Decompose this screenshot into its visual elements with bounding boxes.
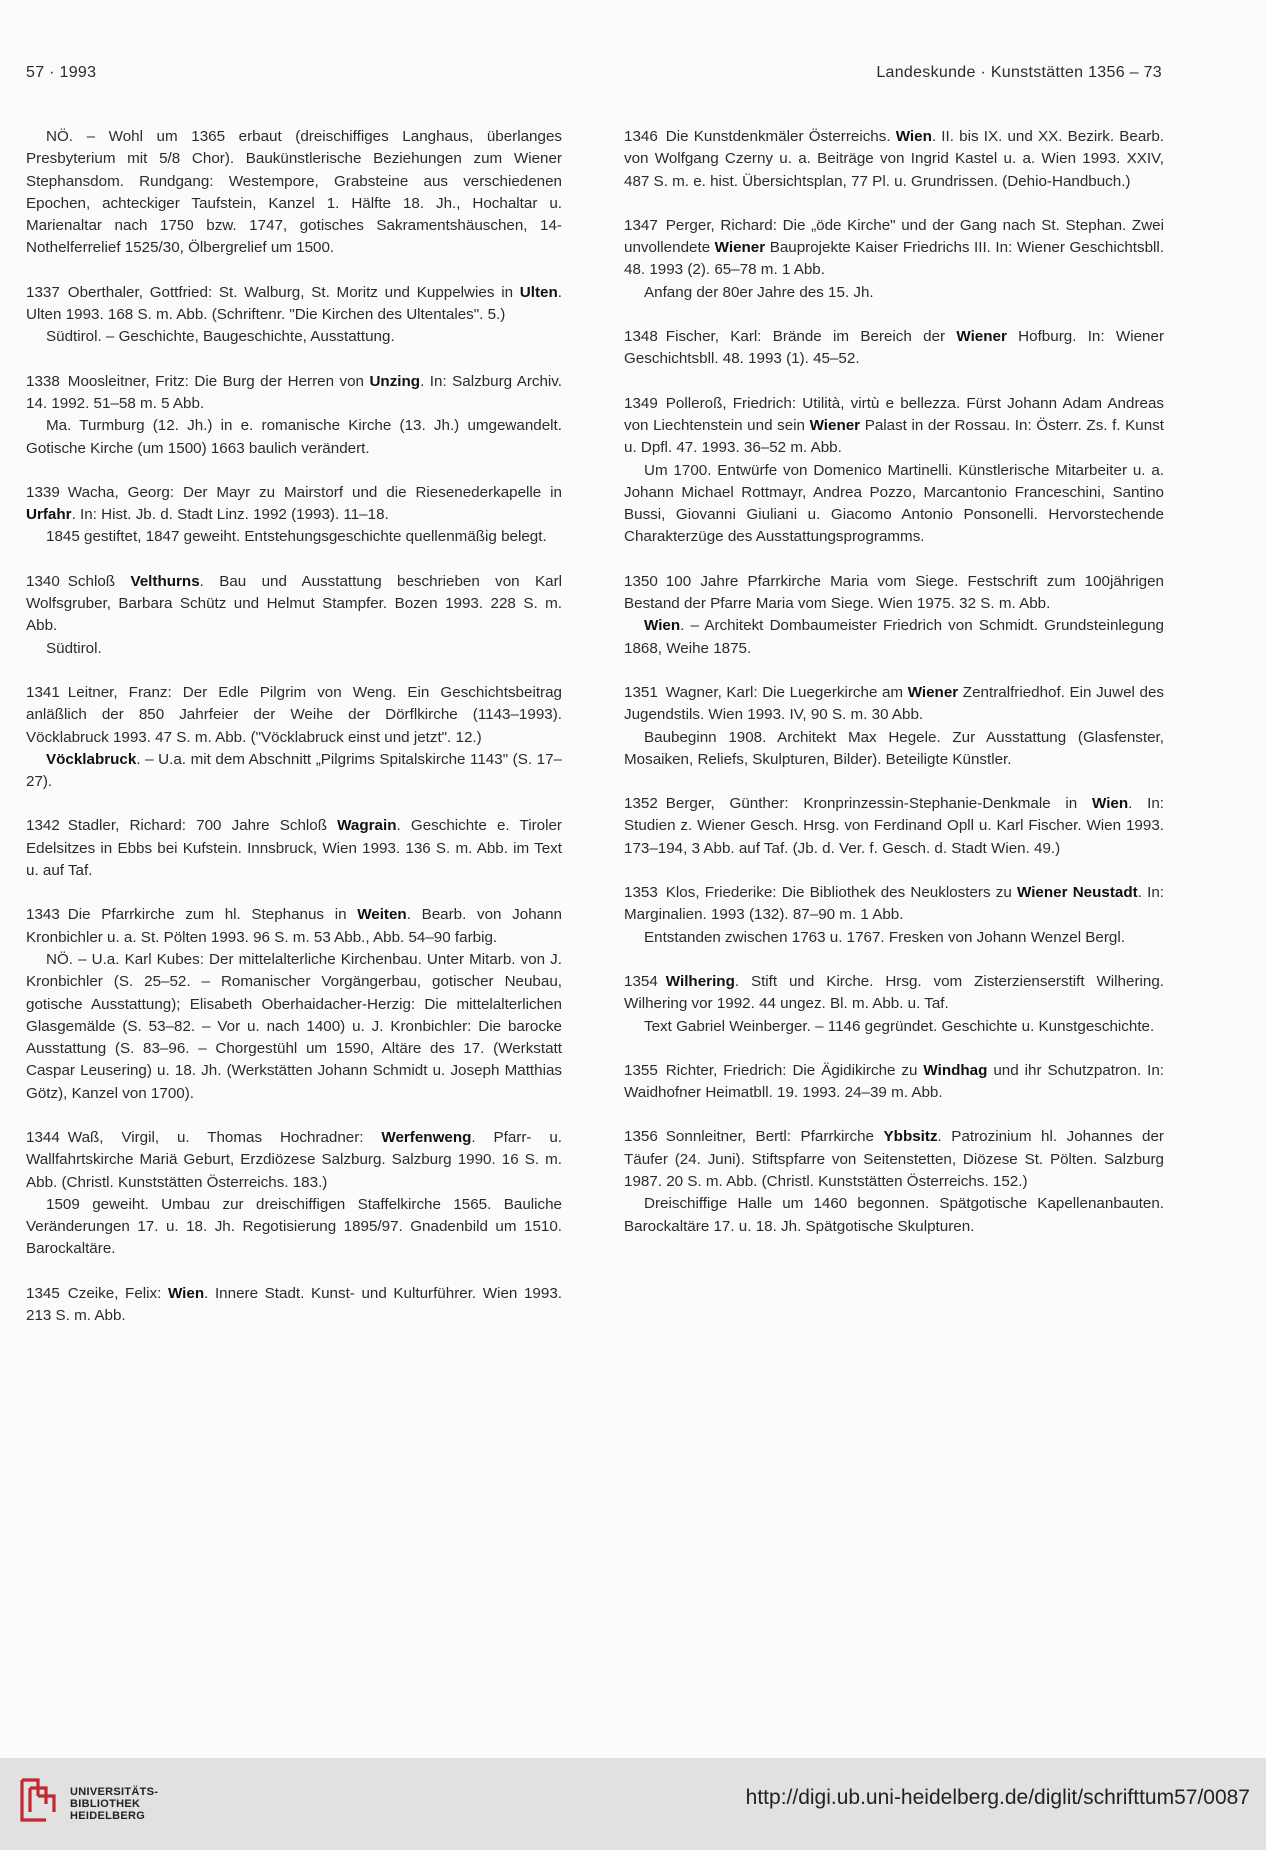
- entry-text: Palast in der Rossau. In: Österr. Zs. f. Kunst u. Dpfl. 47. 1993. 36–52 m. Abb.: [624, 416, 1164, 457]
- entry-text: Schloß: [67, 572, 131, 590]
- entry-citation: [26, 282, 562, 327]
- bibliography-entry: [624, 326, 1164, 371]
- entry-annotation: Baubeginn 1908. Architekt Max Hegele. Zur Ausstattung (Glasfenster, Mosaiken, Reliefs, Skulpturen, Bilder). Beteiligte Künstler.: [624, 728, 1164, 768]
- entry-number: 1356: [624, 1128, 658, 1146]
- bibliography-entry: [26, 1283, 562, 1328]
- entry-annotation: Südtirol. – Geschichte, Baugeschichte, Ausstattung.: [46, 328, 395, 346]
- bibliography-entry: [624, 126, 1164, 193]
- entry-text: Die Kunstdenkmäler Österreichs.: [665, 128, 896, 145]
- bibliography-entry: [624, 882, 1164, 949]
- entry-number: 1352: [624, 795, 658, 813]
- entry-text: . In: Marginalien. 1993 (132). 87–90 m. 1 Abb.: [624, 884, 1164, 924]
- library-name-line: HEIDELBERG: [70, 1810, 146, 1822]
- entry-text: Klos, Friederike: Die Bibliothek des Neuklosters zu: [665, 884, 1018, 902]
- entry-text: Perger, Richard: Die „öde Kirche" und der Gang nach St. Stephan. Zwei unvollendete: [624, 216, 1164, 257]
- place-keyword: Ulten: [519, 283, 558, 301]
- entry-text: Polleroß, Friedrich: Utilità, virtù e bellezza. Fürst Johann Adam Andreas von Liechtenstein und sein: [624, 394, 1164, 434]
- bibliography-entry: [26, 371, 562, 460]
- left-column: [26, 126, 562, 1349]
- library-logo[interactable]: [16, 1774, 216, 1834]
- bibliography-entry: [26, 1127, 562, 1261]
- entry-number: 1344: [26, 1128, 60, 1146]
- place-keyword: Unzing: [369, 372, 421, 390]
- entry-annotation: Anfang der 80er Jahre des 15. Jh.: [644, 283, 874, 301]
- entry-text: Fischer, Karl: Brände im Bereich der: [665, 328, 957, 346]
- entry-citation: [624, 971, 1164, 1016]
- bibliography-entry: [26, 682, 562, 793]
- entry-annotation: [624, 615, 1164, 660]
- entry-number: 1345: [26, 1284, 60, 1302]
- place-keyword: Windhag: [923, 1061, 988, 1079]
- entry-text: Wacha, Georg: Der Mayr zu Mairstorf und die Riesenederkapelle in: [67, 483, 562, 501]
- entry-text: . Pfarr- u. Wallfahrtskirche Mariä Geburt, Erzdiözese Salzburg. Salzburg 1990. 16 S. m. Abb. (Christl. Kunststätten Österreichs. 183.): [26, 1128, 562, 1191]
- place-keyword: Vöcklabruck: [46, 750, 137, 768]
- entry-text: und ihr Schutzpatron. In: Waidhofner Heimatbll. 19. 1993. 24–39 m. Abb.: [624, 1061, 1164, 1102]
- entry-text: Berger, Günther: Kronprinzessin-Stephanie-Denkmale in: [665, 795, 1092, 813]
- entry-annotation: Text Gabriel Weinberger. – 1146 gegründet. Geschichte u. Kunstgeschichte.: [644, 1017, 1155, 1035]
- header-section-title: Landeskunde · Kunststätten 1356 – 73: [876, 64, 1162, 81]
- entry-number: 1337: [26, 283, 60, 301]
- entry-annotation: Dreischiffige Halle um 1460 begonnen. Spätgotische Kapellenanbauten. Barockaltäre 17. u. 18. Jh. Spätgotische Skulpturen.: [624, 1195, 1164, 1235]
- entry-text: . In: Studien z. Wiener Gesch. Hrsg. von Ferdinand Opll u. Karl Fischer. Wien 1993. 173–194, 3 Abb. auf Taf. (Jb. d. Ver. f. Gesch. d. Stadt Wien. 49.): [624, 795, 1165, 857]
- place-keyword: Wiener: [956, 328, 1007, 346]
- entry-text: . II. bis IX. und XX. Bezirk. Bearb. von Wolfgang Czerny u. a. Beiträge von Ingrid Kastel u. a. Wien 1993. XXIV, 487 S. m. e. hist. Übersichtsplan, 77 Pl. u. Grundrissen. (Dehio-Handbuch.): [624, 128, 1164, 190]
- place-keyword: Wien: [644, 617, 681, 635]
- entry-citation: [26, 682, 562, 749]
- entry-text: . In: Hist. Jb. d. Stadt Linz. 1992 (1993). 11–18.: [71, 506, 389, 524]
- entry-citation: [624, 1126, 1164, 1193]
- bibliography-entry: [624, 1126, 1164, 1237]
- entry-citation: [624, 126, 1164, 193]
- entry-text: Die Pfarrkirche zum hl. Stephanus in: [67, 906, 358, 924]
- entry-number: 1339: [26, 483, 60, 501]
- entry-number: 1354: [624, 972, 658, 990]
- entry-number: 1340: [26, 572, 60, 590]
- place-keyword: Wiener: [907, 683, 959, 701]
- entry-citation: [624, 882, 1164, 927]
- entry-text: NÖ. – Wohl um 1365 erbaut (dreischiffiges Langhaus, überlanges Presbyterium mit 5/8 Chor). Baukünstlerische Beziehungen zum Wiener Stephansdom. Rundgang: Westempore, Grabsteine aus verschiedenen Epochen, achteckiger Taufstein, Kanzel 1. Hälfte 18. Jh., Hochaltar u. Marienaltar nach 1750 bzw. 1747, gotisches Sakramentshäuschen, 14-Nothelferrelief 1525/30, Ölbergrelief um 1500.: [26, 128, 562, 257]
- header-page-info: 57 · 1993: [26, 64, 97, 81]
- entry-text: . Patrozinium hl. Johannes der Täufer (24. Juni). Stiftspfarre von Seitenstetten, Diözese St. Pölten. Salzburg 1987. 20 S. m. Abb. (Christl. Kunststätten Österreichs. 152.): [624, 1128, 1164, 1190]
- entry-text: Bauprojekte Kaiser Friedrichs III. In: Wiener Geschichtsbll. 48. 1993 (2). 65–78 m. 1 Abb.: [624, 239, 1164, 279]
- entry-citation: [26, 371, 562, 416]
- entry-text: . – U.a. mit dem Abschnitt „Pilgrims Spitalskirche 1143" (S. 17–27).: [26, 750, 562, 791]
- entry-citation: [26, 571, 562, 638]
- entry-number: 1341: [26, 683, 60, 701]
- entry-text: Leitner, Franz: Der Edle Pilgrim von Weng. Ein Geschichtsbeitrag anläßlich der 850 Jahrfeier der Weihe der Dörflkirche (1143–1993). Vöcklabruck 1993. 47 S. m. Abb. ("Vöcklabruck einst und jetzt". 12.): [26, 683, 562, 746]
- entry-text: Czeike, Felix:: [67, 1284, 168, 1302]
- entry-text: Zentralfriedhof. Ein Juwel des Jugendstils. Wien 1993. IV, 90 S. m. 30 Abb.: [624, 683, 1164, 724]
- entry-number: 1347: [624, 216, 658, 234]
- place-keyword: Wien: [1092, 795, 1129, 813]
- entry-text: . Ulten 1993. 168 S. m. Abb. (Schriftenr. "Die Kirchen des Ultentales". 5.): [26, 283, 562, 324]
- library-name: [70, 1786, 158, 1822]
- bibliography-entry: [624, 682, 1164, 771]
- entry-citation: [26, 904, 562, 949]
- entry-citation: [624, 793, 1164, 860]
- place-keyword: Wien: [167, 1284, 205, 1302]
- entry-text: . Bau und Ausstattung beschrieben von Karl Wolfsgruber, Barbara Schütz und Helmut Stampfer. Bozen 1993. 228 S. m. Abb.: [26, 572, 562, 635]
- entry-citation: [26, 126, 562, 260]
- bibliography-entry: [26, 282, 562, 349]
- entry-number: 1350: [624, 572, 658, 590]
- place-keyword: Wiener Neustadt: [1017, 884, 1138, 902]
- entry-text: Stadler, Richard: 700 Jahre Schloß: [67, 817, 338, 835]
- right-column: [624, 126, 1164, 1260]
- entry-text: . Stift und Kirche. Hrsg. vom Zisterzienserstift Wilhering. Wilhering vor 1992. 44 ungez. Bl. m. Abb. u. Taf.: [624, 972, 1164, 1013]
- entry-number: 1349: [624, 394, 658, 412]
- entry-text: Sonnleitner, Bertl: Pfarrkirche: [665, 1128, 884, 1146]
- entry-citation: [26, 1127, 562, 1194]
- place-keyword: Wiener: [714, 239, 766, 257]
- bibliography-entry: [624, 571, 1164, 660]
- entry-number: 1338: [26, 372, 60, 390]
- entry-text: Waß, Virgil, u. Thomas Hochradner:: [67, 1128, 382, 1146]
- entry-annotation: 1509 geweiht. Umbau zur dreischiffigen Staffelkirche 1565. Bauliche Veränderungen 17. u. 18. Jh. Regotisierung 1895/97. Gnadenbild um 1510. Barockaltäre.: [26, 1195, 562, 1258]
- entry-text: . – Architekt Dombaumeister Friedrich von Schmidt. Grundsteinlegung 1868, Weihe 1875.: [624, 617, 1164, 657]
- entry-citation: [26, 815, 562, 882]
- bibliography-entry: [624, 793, 1164, 860]
- entry-text: Hofburg. In: Wiener Geschichtsbll. 48. 1993 (1). 45–52.: [624, 328, 1164, 368]
- entry-citation: [624, 326, 1164, 371]
- entry-text: . Bearb. von Johann Kronbichler u. a. St. Pölten 1993. 96 S. m. 53 Abb., Abb. 54–90 farbig.: [26, 906, 562, 946]
- place-keyword: Urfahr: [26, 506, 72, 524]
- entry-text: Oberthaler, Gottfried: St. Walburg, St. Moritz und Kuppelwies in: [67, 283, 520, 301]
- entry-text: . Geschichte e. Tiroler Edelsitzes in Ebbs bei Kufstein. Innsbruck, Wien 1993. 136 S. m. Abb. im Text u. auf Taf.: [26, 817, 562, 880]
- entry-text: 100 Jahre Pfarrkirche Maria vom Siege. Festschrift zum 100jährigen Bestand der Pfarre Maria vom Siege. Wien 1975. 32 S. m. Abb.: [624, 572, 1164, 613]
- bibliography-entry: [26, 571, 562, 660]
- entry-text: Wagner, Karl: Die Luegerkirche am: [665, 683, 908, 701]
- place-keyword: Wien: [895, 128, 932, 145]
- entry-annotation: Ma. Turmburg (12. Jh.) in e. romanische Kirche (13. Jh.) umgewandelt. Gotische Kirche (um 1500) 1663 baulich verändert.: [26, 417, 562, 457]
- entry-citation: [26, 482, 562, 527]
- library-logo-icon: [16, 1774, 64, 1830]
- entry-annotation: [26, 749, 562, 794]
- entry-number: 1353: [624, 884, 658, 902]
- entry-number: 1351: [624, 683, 658, 701]
- bibliography-entry: [624, 1060, 1164, 1105]
- entry-citation: [26, 1283, 562, 1328]
- entry-annotation: Entstanden zwischen 1763 u. 1767. Fresken von Johann Wenzel Bergl.: [644, 928, 1125, 946]
- entry-number: 1342: [26, 817, 60, 835]
- bibliography-entry: [624, 393, 1164, 549]
- entry-citation: [624, 682, 1164, 727]
- entry-text: Moosleitner, Fritz: Die Burg der Herren von: [67, 372, 370, 390]
- entry-citation: [624, 1060, 1164, 1105]
- entry-text: Richter, Friedrich: Die Ägidikirche zu: [665, 1061, 924, 1079]
- entry-citation: [624, 571, 1164, 616]
- place-keyword: Wagrain: [337, 817, 397, 835]
- entry-text: . Innere Stadt. Kunst- und Kulturführer. Wien 1993. 213 S. m. Abb.: [26, 1284, 562, 1325]
- entry-annotation: 1845 gestiftet, 1847 geweiht. Entstehungsgeschichte quellenmäßig belegt.: [46, 528, 547, 546]
- library-name-line: BIBLIOTHEK: [70, 1798, 141, 1810]
- bibliography-entry: [26, 482, 562, 549]
- place-keyword: Ybbsitz: [883, 1128, 938, 1146]
- bibliography-entry: [624, 215, 1164, 304]
- bibliography-entry: [26, 815, 562, 882]
- footer-bar: [0, 1758, 1266, 1850]
- place-keyword: Wiener: [809, 416, 861, 434]
- bibliography-entry: [26, 126, 562, 260]
- entry-annotation: Südtirol.: [46, 639, 102, 657]
- library-name-line: UNIVERSITÄTS-: [70, 1786, 159, 1798]
- entry-number: 1343: [26, 906, 60, 924]
- bibliography-entry: [624, 971, 1164, 1038]
- entry-number: 1346: [624, 128, 658, 145]
- source-url[interactable]: http://digi.ub.uni-heidelberg.de/diglit/schrifttum57/0087: [745, 1786, 1250, 1809]
- bibliography-entry: [26, 904, 562, 1105]
- place-keyword: Wilhering: [665, 972, 735, 990]
- entry-citation: [624, 215, 1164, 282]
- entry-text: . In: Salzburg Archiv. 14. 1992. 51–58 m. 5 Abb.: [26, 372, 562, 412]
- entry-citation: [624, 393, 1164, 460]
- place-keyword: Werfenweng: [381, 1128, 472, 1146]
- place-keyword: Velthurns: [130, 572, 200, 590]
- entry-annotation: NÖ. – U.a. Karl Kubes: Der mittelalterliche Kirchenbau. Unter Mitarb. von J. Kronbichler (S. 25–52. – Romanischer Vorgängerbau, gotischer Neubau, gotische Ausstattung); Elisabeth Oberhaidacher-Herzig: Die mittelalterlichen Glasgemälde (S. 53–82. – Vor u. nach 1400) u. J. Kronbichler: Die barocke Ausstattung (S. 83–96. – Chorgestühl um 1590, Altäre des 17. (Werkstatt Caspar Leusering) u. 18. Jh. (Werkstätten Johann Schmidt u. Joseph Matthias Götz), Kanzel von 1700).: [26, 950, 562, 1102]
- place-keyword: Weiten: [357, 906, 407, 924]
- entry-annotation: Um 1700. Entwürfe von Domenico Martinelli. Künstlerische Mitarbeiter u. a. Johann Michael Rottmayr, Andrea Pozzo, Marcantonio Franceschini, Santino Bussi, Giovanni Giuliani u. Giacomo Antonio Ponsonelli. Hervorstechende Charakterzüge des Ausstattungsprogramms.: [624, 461, 1164, 546]
- entry-number: 1355: [624, 1061, 658, 1079]
- entry-number: 1348: [624, 328, 658, 346]
